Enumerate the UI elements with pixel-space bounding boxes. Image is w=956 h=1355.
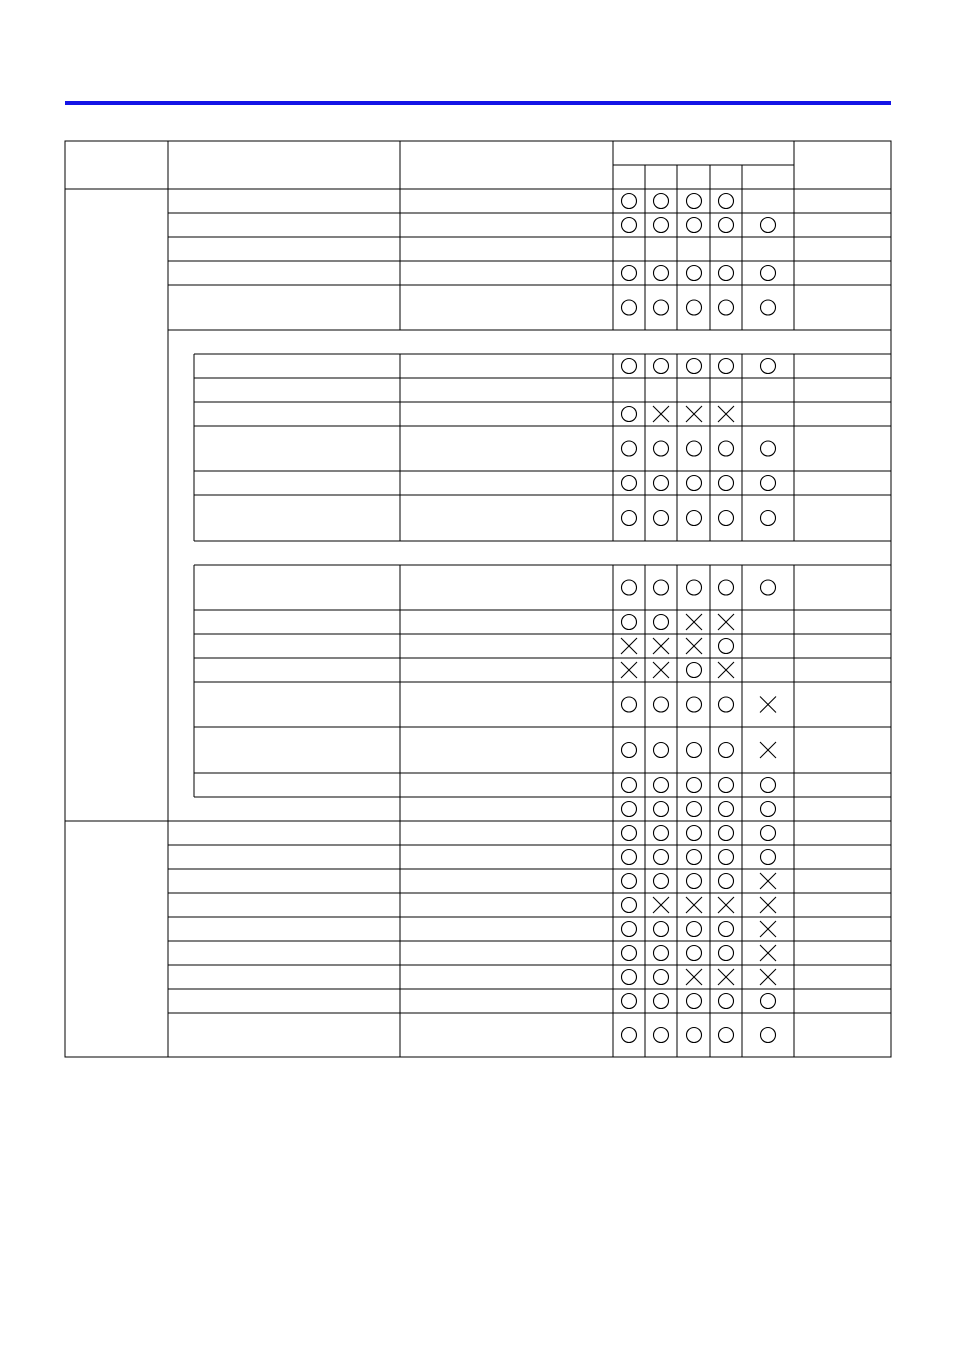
circle-mark (719, 476, 734, 491)
circle-mark (654, 946, 669, 961)
circle-mark (654, 511, 669, 526)
circle-mark (654, 697, 669, 712)
cross-mark (718, 969, 734, 985)
cross-mark (653, 897, 669, 913)
circle-mark (654, 615, 669, 630)
circle-mark (719, 639, 734, 654)
circle-mark (687, 580, 702, 595)
circle-mark (622, 922, 637, 937)
circle-mark (622, 441, 637, 456)
circle-mark (622, 994, 637, 1009)
circle-mark (654, 802, 669, 817)
circle-mark (719, 697, 734, 712)
cross-mark (653, 406, 669, 422)
circle-mark (654, 194, 669, 209)
cross-mark (718, 897, 734, 913)
circle-mark (654, 580, 669, 595)
circle-mark (761, 511, 776, 526)
circle-mark (654, 826, 669, 841)
circle-mark (761, 441, 776, 456)
cross-mark (653, 662, 669, 678)
circle-mark (761, 476, 776, 491)
cross-mark (760, 873, 776, 889)
circle-mark (687, 850, 702, 865)
circle-mark (687, 778, 702, 793)
circle-mark (687, 359, 702, 374)
table-frame (65, 141, 891, 1057)
circle-mark (622, 580, 637, 595)
circle-mark (654, 300, 669, 315)
circle-mark (719, 994, 734, 1009)
circle-mark (654, 874, 669, 889)
circle-mark (761, 266, 776, 281)
circle-mark (719, 1028, 734, 1043)
circle-mark (719, 826, 734, 841)
cross-mark (653, 638, 669, 654)
circle-mark (622, 802, 637, 817)
circle-mark (622, 697, 637, 712)
circle-mark (687, 194, 702, 209)
cross-mark (760, 697, 776, 713)
circle-mark (622, 970, 637, 985)
circle-mark (687, 743, 702, 758)
cross-mark (760, 742, 776, 758)
circle-mark (761, 994, 776, 1009)
cross-mark (718, 406, 734, 422)
circle-mark (719, 802, 734, 817)
circle-mark (719, 850, 734, 865)
cross-mark (760, 897, 776, 913)
circle-mark (622, 778, 637, 793)
circle-mark (761, 580, 776, 595)
circle-mark (654, 441, 669, 456)
cross-mark (686, 406, 702, 422)
circle-mark (654, 970, 669, 985)
cross-mark (760, 969, 776, 985)
circle-mark (622, 266, 637, 281)
circle-mark (622, 511, 637, 526)
circle-mark (761, 850, 776, 865)
circle-mark (761, 826, 776, 841)
circle-mark (719, 580, 734, 595)
circle-mark (687, 946, 702, 961)
circle-mark (687, 218, 702, 233)
circle-mark (687, 1028, 702, 1043)
circle-mark (622, 826, 637, 841)
cross-mark (718, 614, 734, 630)
circle-mark (687, 663, 702, 678)
circle-mark (719, 300, 734, 315)
circle-mark (654, 1028, 669, 1043)
cross-mark (686, 969, 702, 985)
circle-mark (719, 874, 734, 889)
cross-mark (760, 921, 776, 937)
circle-mark (687, 994, 702, 1009)
circle-mark (622, 743, 637, 758)
circle-mark (622, 218, 637, 233)
circle-mark (719, 922, 734, 937)
circle-mark (622, 874, 637, 889)
circle-mark (654, 778, 669, 793)
circle-mark (622, 615, 637, 630)
circle-mark (687, 266, 702, 281)
circle-mark (719, 511, 734, 526)
circle-mark (622, 359, 637, 374)
circle-mark (654, 218, 669, 233)
circle-mark (687, 300, 702, 315)
circle-mark (761, 300, 776, 315)
circle-mark (687, 697, 702, 712)
circle-mark (761, 778, 776, 793)
circle-mark (622, 946, 637, 961)
cross-mark (621, 638, 637, 654)
circle-mark (761, 802, 776, 817)
circle-mark (761, 218, 776, 233)
circle-mark (719, 218, 734, 233)
circle-mark (622, 1028, 637, 1043)
circle-mark (622, 407, 637, 422)
cross-mark (718, 662, 734, 678)
circle-mark (654, 994, 669, 1009)
circle-mark (719, 441, 734, 456)
circle-mark (654, 476, 669, 491)
circle-mark (719, 778, 734, 793)
circle-mark (687, 826, 702, 841)
circle-mark (719, 194, 734, 209)
circle-mark (654, 922, 669, 937)
circle-mark (687, 922, 702, 937)
circle-mark (654, 266, 669, 281)
cross-mark (760, 945, 776, 961)
circle-mark (654, 850, 669, 865)
cross-mark (686, 897, 702, 913)
circle-mark (761, 359, 776, 374)
circle-mark (622, 300, 637, 315)
circle-mark (687, 802, 702, 817)
circle-mark (761, 1028, 776, 1043)
circle-mark (622, 898, 637, 913)
cross-mark (686, 638, 702, 654)
circle-mark (719, 946, 734, 961)
circle-mark (687, 476, 702, 491)
circle-mark (687, 874, 702, 889)
cross-mark (686, 614, 702, 630)
cross-mark (621, 662, 637, 678)
circle-mark (719, 743, 734, 758)
circle-mark (687, 511, 702, 526)
circle-mark (622, 476, 637, 491)
circle-mark (654, 359, 669, 374)
circle-mark (719, 266, 734, 281)
circle-mark (654, 743, 669, 758)
circle-mark (622, 194, 637, 209)
circle-mark (719, 359, 734, 374)
circle-mark (622, 850, 637, 865)
circle-mark (687, 441, 702, 456)
